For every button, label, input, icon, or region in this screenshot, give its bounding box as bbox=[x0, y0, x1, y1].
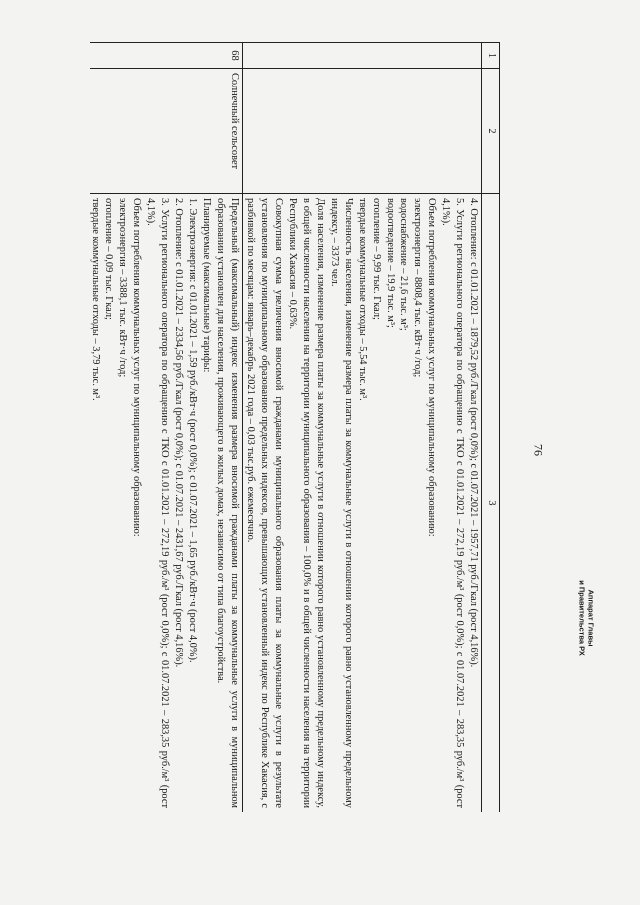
row-description bbox=[90, 194, 242, 813]
municipality-name bbox=[242, 69, 481, 194]
official-stamp bbox=[577, 580, 594, 656]
row-description bbox=[242, 194, 481, 813]
row-number bbox=[242, 43, 481, 69]
text-line: электроэнергия – 8808,4 тыс. кВт·ч /год; bbox=[412, 198, 424, 378]
text-line: 1. Электроэнергия: с 01.01.2021 – 1,59 руб./кВт·ч (рост 0,0%); с 01.07.2021 – 1,65 руб./кВт·ч (рост 4,0%). bbox=[186, 198, 198, 663]
text-line: Совокупная сумма увеличения вносимой гражданами муниципального образования платы за коммунальные услуги в результате установления по муниципальному образованию предельных индексов, превышающих установленный индекс по Республике Хакасия, с разбивкой по месяцам: январь–декабрь 2021 года – 0,03 тыс.руб. ежемесячно. bbox=[245, 198, 285, 808]
table-row bbox=[242, 43, 481, 813]
text-line: 2. Отопление: с 01.01.2021 – 2334,56 руб./Гкал (рост 0,0%); с 01.07.2021 – 2431,67 руб./Гкал (рост 4,16%). bbox=[172, 198, 184, 668]
text-line: 3. Услуги регионального оператора по обращению с ТКО с 01.01.2021 – 272,19 руб./м³ (рост 0,0%); с 01.07.2021 – 283,35 руб./м³ (рост 4,1%). bbox=[145, 198, 171, 808]
row-number: 68 bbox=[90, 43, 242, 69]
text-line: твердые коммунальные отходы – 5,54 тыс. м³. bbox=[356, 198, 368, 401]
text-line: электроэнергия – 3388,1 тыс. кВт·ч /год; bbox=[117, 198, 129, 378]
text-line: водоснабжение – 21,6 тыс. м³; bbox=[398, 198, 410, 331]
table-row bbox=[90, 43, 242, 813]
text-line: водоотведение – 19,9 тыс. м³; bbox=[384, 198, 396, 328]
text-line: отопление – 9,99 тыс. Гкал; bbox=[370, 198, 382, 320]
table-header-row bbox=[482, 43, 500, 813]
text-line: Доля населения, изменение размера платы за коммунальные услуги в отношении которого равно установленному предельному индексу, в общей численности населения на территории муниципального образования – 100,0% и в общей численности населения на территории Республики Хакасия – 0,63%. bbox=[287, 198, 327, 808]
header-col-3: 3 bbox=[482, 194, 500, 813]
municipality-name: Солнечный сельсовет bbox=[90, 69, 242, 194]
stamp-line-2: и Правительства РХ bbox=[578, 580, 587, 656]
text-line: отопление – 0,09 тыс. Гкал; bbox=[103, 198, 115, 320]
text-line: Предельный (максимальный) индекс изменения размера вносимой гражданами платы за коммунальные услуги в муниципальном образовании установлен для населения, проживающего в жилых домах, независимо от типа благоустройства. bbox=[214, 198, 240, 808]
text-line: 4. Отопление: с 01.01.2021 – 1879,52 руб./Гкал (рост 0,0%); с 01.07.2021 – 1957,71 руб./Гкал (рост 4,16%). bbox=[468, 198, 479, 668]
page-number: 76 bbox=[531, 444, 546, 456]
text-line: Планируемые (максимальные) тарифы: bbox=[200, 198, 212, 373]
text-line: 5. Услуги регионального оператора по обращению с ТКО с 01.01.2021 – 272,19 руб./м³ (рост 0,0%); с 01.07.2021 – 283,35 руб./м³ (рост 4,1%). bbox=[440, 198, 466, 808]
tariff-table-rotated bbox=[90, 42, 500, 812]
header-col-1: 1 bbox=[482, 43, 500, 69]
stamp-line-1: Аппарат Главы bbox=[586, 589, 596, 647]
text-line: Численность населения, изменение размера платы за коммунальные услуги в отношении которого равно установленному предельному индексу, – 3373 чел. bbox=[328, 198, 354, 808]
text-line: Объем потребления коммунальных услуг по муниципальному образованию: bbox=[426, 198, 438, 537]
text-line: твердые коммунальные отходы – 3,79 тыс. м³. bbox=[90, 198, 101, 401]
document-page bbox=[90, 42, 500, 812]
header-col-2: 2 bbox=[482, 69, 500, 194]
tariff-table bbox=[90, 42, 500, 812]
text-line: Объем потребления коммунальных услуг по муниципальному образованию: bbox=[131, 198, 143, 537]
